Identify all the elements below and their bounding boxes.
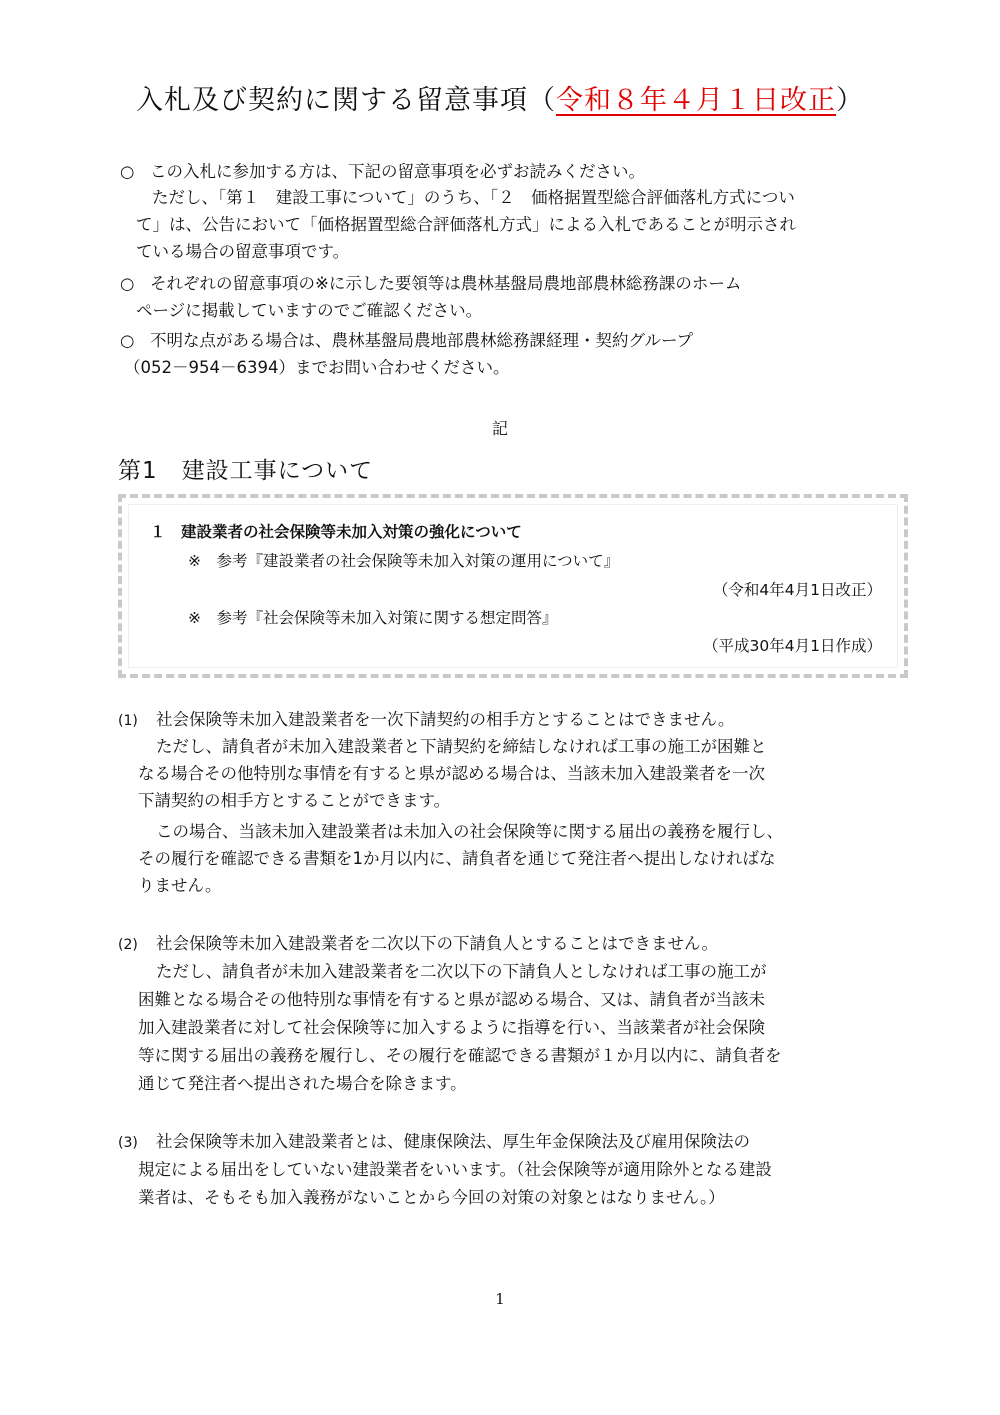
note-3-line-1 [120, 329, 693, 353]
item-1-line-7: りません。 [138, 876, 222, 895]
note-2-line-2: ページに掲載していますのでご確認ください。 [136, 301, 483, 320]
note-1-line-4: ている場合の留意事項です。 [136, 242, 350, 261]
page-number: 1 [495, 1290, 505, 1308]
bullet-circle-icon: ○ [120, 331, 135, 350]
note-text: それぞれの留意事項の※に示した要領等は農林基盤局農地部農林総務課のホーム [150, 274, 742, 293]
bullet-circle-icon: ○ [120, 274, 135, 293]
item-2-line-3: 困難となる場合その他特別な事情を有すると県が認める場合、又は、請負者が当該未 [138, 990, 765, 1009]
note-3-line-2: （052－954－6394）までお問い合わせください。 [124, 358, 510, 377]
page-title [0, 78, 1000, 117]
item-2-line-5: 等に関する届出の義務を履行し、その履行を確認できる書類が１か月以内に、請負者を [138, 1046, 782, 1065]
item-1-line-4: 下請契約の相手方とすることができます。 [138, 791, 451, 810]
item-2-line-4: 加入建設業者に対して社会保険等に加入するように指導を行い、当該業者が社会保険 [138, 1018, 765, 1037]
item-2-line-6: 通じて発注者へ提出された場合を除きます。 [138, 1074, 467, 1093]
item-1-line-3: なる場合その他特別な事情を有すると県が認める場合は、当該未加入建設業者を一次 [138, 764, 765, 783]
item-text: 社会保険等未加入建設業者を二次以下の下請負人とすることはできません。 [156, 934, 718, 953]
bullet-circle-icon: ○ [120, 162, 135, 181]
item-2-line-1 [118, 932, 718, 957]
note-text: この入札に参加する方は、下記の留意事項を必ずお読みください。 [150, 162, 645, 181]
item-number: (3) [118, 1135, 138, 1151]
note-2-line-1 [120, 272, 741, 296]
ki-marker: 記 [491, 419, 508, 438]
box-reference-2-date: （平成30年4月1日作成） [703, 637, 882, 655]
note-1-line-2: ただし、「第１ 建設工事について」のうち、「２ 価格据置型総合評価落札方式につい [152, 188, 795, 207]
item-1-line-5: この場合、当該未加入建設業者は未加入の社会保険等に関する届出の義務を履行し、 [156, 822, 783, 841]
item-text: 社会保険等未加入建設業者を一次下請契約の相手方とすることはできません。 [156, 710, 735, 729]
item-number: (1) [118, 713, 138, 729]
title-paren-open: （ [528, 85, 556, 116]
note-text: 不明な点がある場合は、農林基盤局農地部農林総務課経理・契約グループ [150, 331, 694, 350]
item-1-line-6: その履行を確認できる書類を1か月以内に、請負者を通じて発注者へ提出しなければな [138, 849, 776, 868]
item-1-line-1 [118, 708, 735, 733]
box-heading: １ 建設業者の社会保険等未加入対策の強化について [150, 523, 522, 541]
note-1-line-1 [120, 160, 645, 184]
note-1-line-3: て」は、公告において「価格据置型総合評価落札方式」による入札であることが明示され [136, 215, 796, 234]
box-reference-1: ※ 参考『建設業者の社会保険等未加入対策の運用について』 [188, 552, 620, 570]
title-main: 入札及び契約に関する留意事項 [136, 85, 528, 116]
item-number: (2) [118, 937, 138, 953]
item-1-line-2: ただし、請負者が未加入建設業者と下請契約を締結しなければ工事の施工が困難と [156, 737, 767, 756]
box-reference-2: ※ 参考『社会保険等未加入対策に関する想定問答』 [188, 609, 558, 627]
item-text: 社会保険等未加入建設業者とは、健康保険法、厚生年金保険法及び雇用保険法の [156, 1132, 750, 1151]
item-3-line-2: 規定による届出をしていない建設業者をいいます。（社会保険等が適用除外となる建設 [138, 1160, 772, 1179]
section-heading: 第1 建設工事について [118, 458, 374, 484]
item-3-line-1 [118, 1130, 750, 1155]
item-3-line-3: 業者は、そもそも加入義務がないことから今回の対策の対象とはなりません。） [138, 1188, 725, 1207]
revision-date-highlight: 令和８年４月１日改正 [556, 85, 836, 116]
item-2-line-2: ただし、請負者が未加入建設業者を二次以下の下請負人としなければ工事の施工が [156, 962, 767, 981]
title-paren-close: ） [836, 85, 864, 116]
box-reference-1-date: （令和4年4月1日改正） [712, 581, 882, 599]
